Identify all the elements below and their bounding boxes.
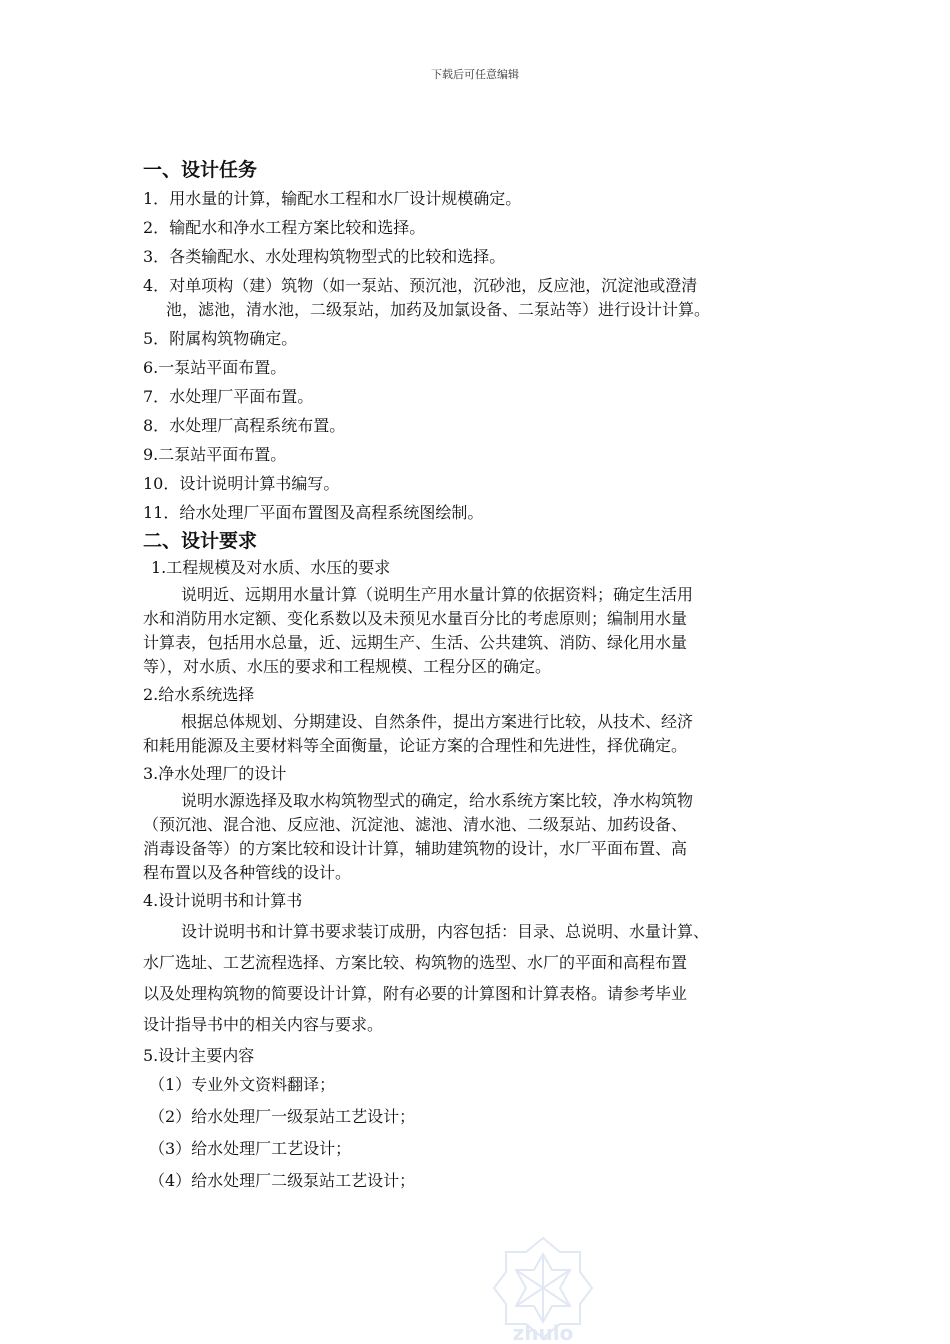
document-body [143, 156, 823, 1197]
content-item: （2）给水处理厂一级泵站工艺设计； [149, 1107, 416, 1126]
section-title-tasks: 一、设计任务 [143, 159, 258, 181]
subsection-title: 1.工程规模及对水质、水压的要求 [151, 558, 391, 577]
task-item: 10．设计说明计算书编写。 [143, 474, 340, 493]
subsection-title: 2.给水系统选择 [143, 685, 255, 704]
task-item: 9.二泵站平面布置。 [143, 445, 287, 464]
task-item: 8．水处理厂高程系统布置。 [143, 416, 346, 435]
task-item: 4．对单项构（建）筑物（如一泵站、预沉池，沉砂池，反应池，沉淀池或澄清 池，滤池，清水池，二级泵站，加药及加氯设备、二泵站等）进行设计计算。 [143, 276, 711, 319]
paragraph: 设计说明书和计算书要求装订成册，内容包括：目录、总说明、水量计算、 水厂选址、工艺流程选择、方案比较、构筑物的选型、水厂的平面和高程布置 以及处理构筑物的简要设计计算，附有必要的计算图和计算表格。请参考毕业 设计指导书中的相关内容与要求。 [143, 922, 710, 1034]
paragraph: 说明近、远期用水量计算（说明生产用水量计算的依据资料；确定生活用 水和消防用水定额、变化系数以及未预见水量百分比的考虑原则；编制用水量 计算表，包括用水总量，近、远期生产、生活、公共建筑、消防、绿化用水量 等），对水质、水压的要求和工程规模、工程分区的确定。 [143, 585, 694, 676]
task-item: 11．给水处理厂平面布置图及高程系统图绘制。 [143, 503, 484, 522]
task-item: 2．输配水和净水工程方案比较和选择。 [143, 218, 426, 237]
task-item: 6.一泵站平面布置。 [143, 358, 287, 377]
task-item: 5．附属构筑物确定。 [143, 329, 298, 348]
content-item: （3）给水处理厂工艺设计； [149, 1139, 352, 1158]
watermark-logo [488, 1232, 598, 1344]
content-list [143, 1069, 823, 1197]
subsection-title: 4.设计说明书和计算书 [143, 891, 303, 910]
content-item: （4）给水处理厂二级泵站工艺设计； [149, 1171, 416, 1190]
header-note: 下载后可任意编辑 [431, 68, 519, 81]
paragraph: 根据总体规划、分期建设、自然条件，提出方案进行比较，从技术、经济 和耗用能源及主要材料等全面衡量，论证方案的合理性和先进性，择优确定。 [143, 712, 694, 755]
watermark-text: zhulo [512, 1321, 574, 1344]
subsection-title: 3.净水处理厂的设计 [143, 764, 287, 783]
task-list [143, 184, 823, 527]
task-item: 3．各类输配水、水处理构筑物型式的比较和选择。 [143, 247, 506, 266]
task-item: 7．水处理厂平面布置。 [143, 387, 314, 406]
content-item: （1）专业外文资料翻译； [149, 1075, 336, 1094]
subsection-title: 5.设计主要内容 [143, 1046, 255, 1065]
task-item: 1．用水量的计算，输配水工程和水厂设计规模确定。 [143, 189, 522, 208]
paragraph: 说明水源选择及取水构筑物型式的确定，给水系统方案比较，净水构筑物 （预沉池、混合池、反应池、沉淀池、滤池、清水池、二级泵站、加药设备、 消毒设备等）的方案比较和设计计算，辅助建筑物的设计，水厂平面布置、高 程布置以及各种管线的设计。 [143, 791, 694, 882]
section-title-requirements: 二、设计要求 [143, 530, 258, 552]
